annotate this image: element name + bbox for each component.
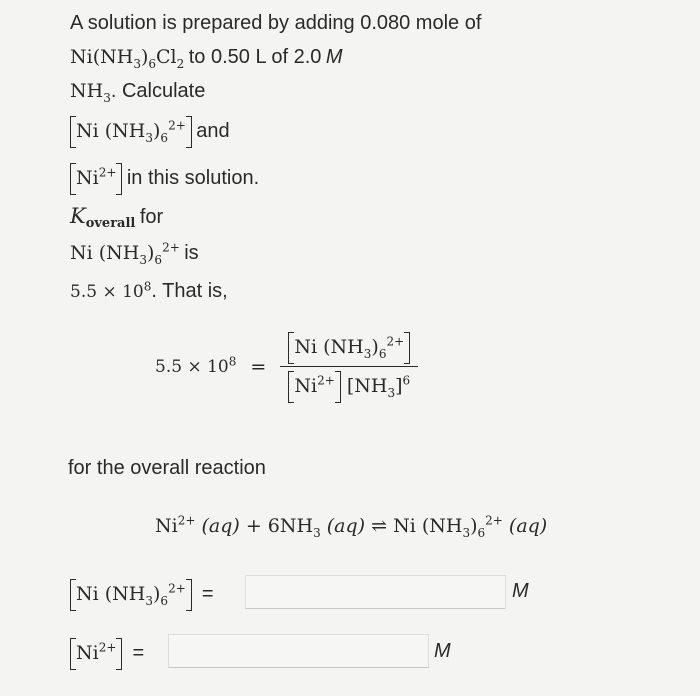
intro-text: A solution is prepared by adding 0.080 mole of: [70, 12, 482, 34]
complex-ion-formula: Ni $(NH_3)_6^{2+}$: [70, 240, 180, 267]
reaction-equation: $Ni^{2+}$ $(aq) + 6NH_3$ (aq) ⇌ Ni $(NH_3)_6^{2+}$ (aq): [155, 513, 548, 540]
k-value-display: $5.5 \times 10^8$: [155, 353, 237, 377]
fraction-denominator: $Ni^{2+}$ $[NH_3]^6$: [280, 366, 418, 397]
that-is-text: . That is,: [151, 280, 228, 302]
line-2: [70, 46, 343, 69]
line-8: [70, 280, 228, 303]
line-4: [70, 120, 230, 143]
line-7: [70, 242, 199, 265]
k-subscript: overall: [85, 216, 136, 232]
line-5: [70, 167, 259, 190]
answer-label-complex: Ni $(NH_3)_6^{2+}$ =: [70, 583, 214, 606]
answer-label-free-ion: $Ni^{2+}$ =: [70, 642, 144, 665]
complex-unit-label: M: [512, 580, 529, 602]
molarity-unit: M: [325, 46, 343, 68]
is-text: is: [184, 242, 199, 264]
k-value: $5.5 \times 10^8$: [70, 279, 152, 302]
free-ion-unit-label: M: [434, 640, 451, 662]
complex-concentration-input[interactable]: [245, 575, 506, 609]
equals-sign: =: [250, 355, 267, 378]
k-symbol: K: [70, 204, 86, 228]
line-3: [70, 80, 205, 103]
fraction-numerator: Ni $(NH_3)_6^{2+}$: [280, 336, 418, 366]
line-2-text: to 0.50 L of 2.0: [188, 46, 322, 68]
in-solution-text: in this solution.: [126, 167, 260, 189]
for-text: for: [139, 206, 164, 228]
and-text: and: [196, 120, 230, 142]
line-6: [70, 204, 164, 232]
formula-complex-salt: $Ni(NH_3)_6Cl_2$: [70, 46, 185, 71]
free-ion-concentration-formula: $Ni^{2+}$: [70, 167, 122, 189]
for-overall-reaction-text: for the overall reaction: [68, 457, 266, 479]
calculate-text: . Calculate: [110, 80, 206, 102]
equilibrium-fraction: [280, 334, 418, 400]
free-ion-concentration-input[interactable]: [168, 634, 429, 668]
equilibrium-expression: [155, 334, 418, 400]
complex-concentration-formula: Ni $(NH_3)_6^{2+}$: [70, 120, 192, 142]
formula-ammonia: $NH_3$: [70, 80, 111, 105]
